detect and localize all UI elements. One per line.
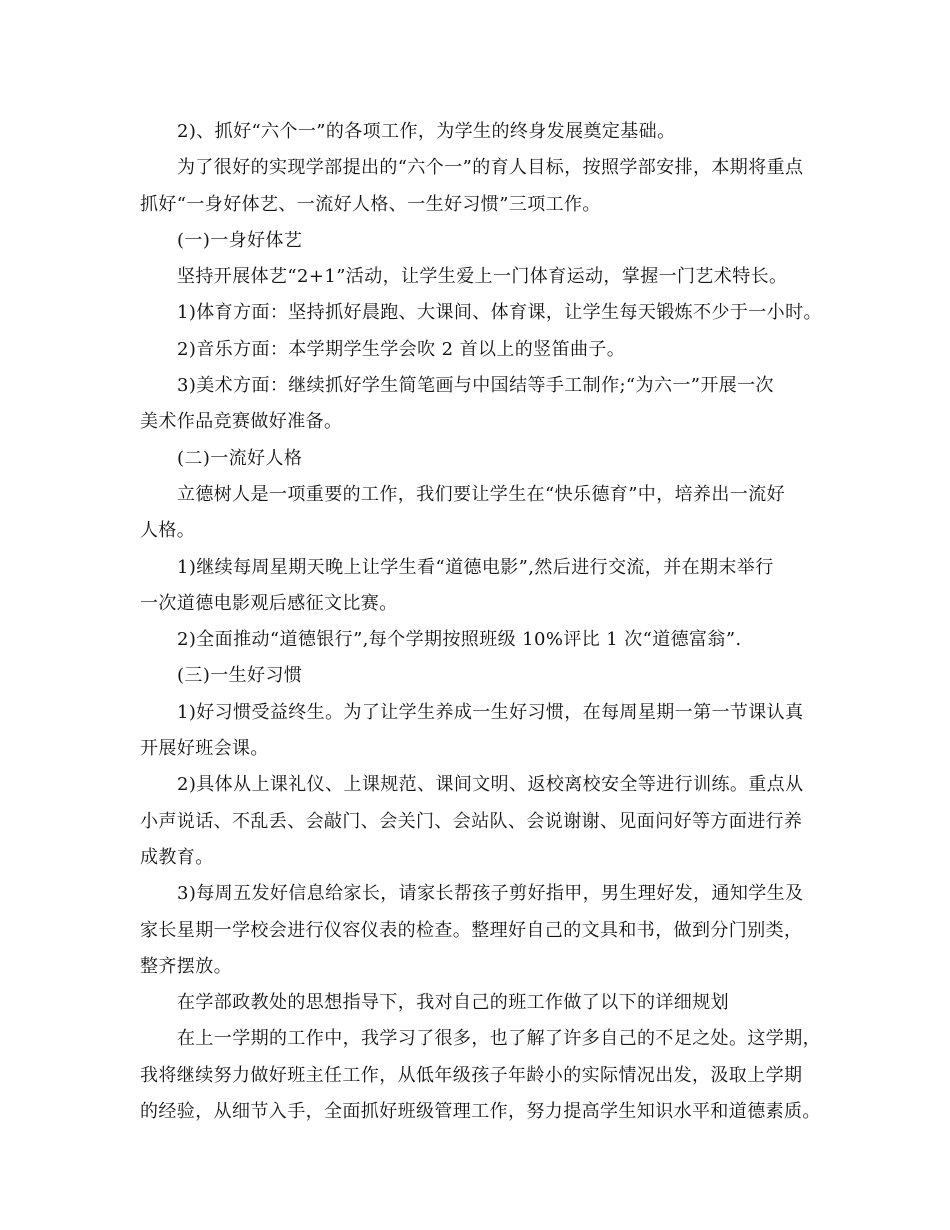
text-line: 开展好班会课。	[140, 738, 269, 760]
text-line: 家长星期一学校会进行仪容仪表的检查。整理好自己的文具和书，做到分门别类，	[140, 919, 803, 941]
text-line: 的经验，从细节入手，全面抓好班级管理工作，努力提高学生知识水平和道德素质。	[140, 1101, 821, 1123]
text-line: 3)每周五发好信息给家长，请家长帮孩子剪好指甲，男生理好发，通知学生及	[177, 883, 804, 905]
text-line: 在上一学期的工作中，我学习了很多，也了解了许多自己的不足之处。这学期，	[177, 1028, 821, 1050]
text-line: 1)体育方面：坚持抓好晨跑、大课间、体育课，让学生每天锻炼不少于一小时。	[177, 302, 822, 324]
text-line: 坚持开展体艺“2+1”活动，让学生爱上一门体育运动，掌握一门艺术特长。	[177, 266, 788, 288]
text-line: 我将继续努力做好班主任工作，从低年级孩子年龄小的实际情况出发，汲取上学期	[140, 1064, 803, 1086]
text-line: 一次道德电影观后感征文比赛。	[140, 592, 398, 614]
text-line: 整齐摆放。	[140, 955, 232, 977]
section-heading: (三)一生好习惯	[177, 665, 303, 687]
text-line: 2)具体从上课礼仪、上课规范、课间文明、返校离校安全等进行训练。重点从	[177, 774, 804, 796]
text-line: 成教育。	[140, 846, 214, 868]
text-line: 2)音乐方面：本学期学生学会吹 2 首以上的竖笛曲子。	[177, 338, 626, 360]
text-line: 1)好习惯受益终生。为了让学生养成一生好习惯，在每周星期一第一节课认真	[177, 701, 804, 723]
text-line: 在学部政教处的思想指导下，我对自己的班工作做了以下的详细规划	[177, 992, 729, 1014]
text-line: 2)全面推动“道德银行”,每个学期按照班级 10%评比 1 次“道德富翁”.	[177, 629, 742, 651]
text-line: 小声说话、不乱丢、会敲门、会关门、会站队、会说谢谢、见面问好等方面进行养	[140, 810, 803, 832]
text-line: 立德树人是一项重要的工作，我们要让学生在“快乐德育”中，培养出一流好	[177, 483, 786, 505]
text-line: 人格。	[140, 520, 196, 542]
text-line: 抓好“一身好体艺、一流好人格、一生好习惯”三项工作。	[140, 193, 601, 215]
text-line: 2)、抓好“六个一”的各项工作，为学生的终身发展奠定基础。	[177, 121, 676, 142]
section-heading: (二)一流好人格	[177, 447, 303, 469]
text-line: 美术作品竞赛做好准备。	[140, 411, 343, 433]
text-line: 为了很好的实现学部提出的“六个一”的育人目标，按照学部安排，本期将重点	[177, 157, 804, 179]
document-body	[140, 114, 830, 1130]
text-line: 1)继续每周星期天晚上让学生看“道德电影”,然后进行交流，并在期末举行	[177, 556, 774, 578]
text-line: 3)美术方面：继续抓好学生简笔画与中国结等手工制作;“为六一”开展一次	[177, 375, 774, 397]
section-heading: (一)一身好体艺	[177, 229, 303, 251]
